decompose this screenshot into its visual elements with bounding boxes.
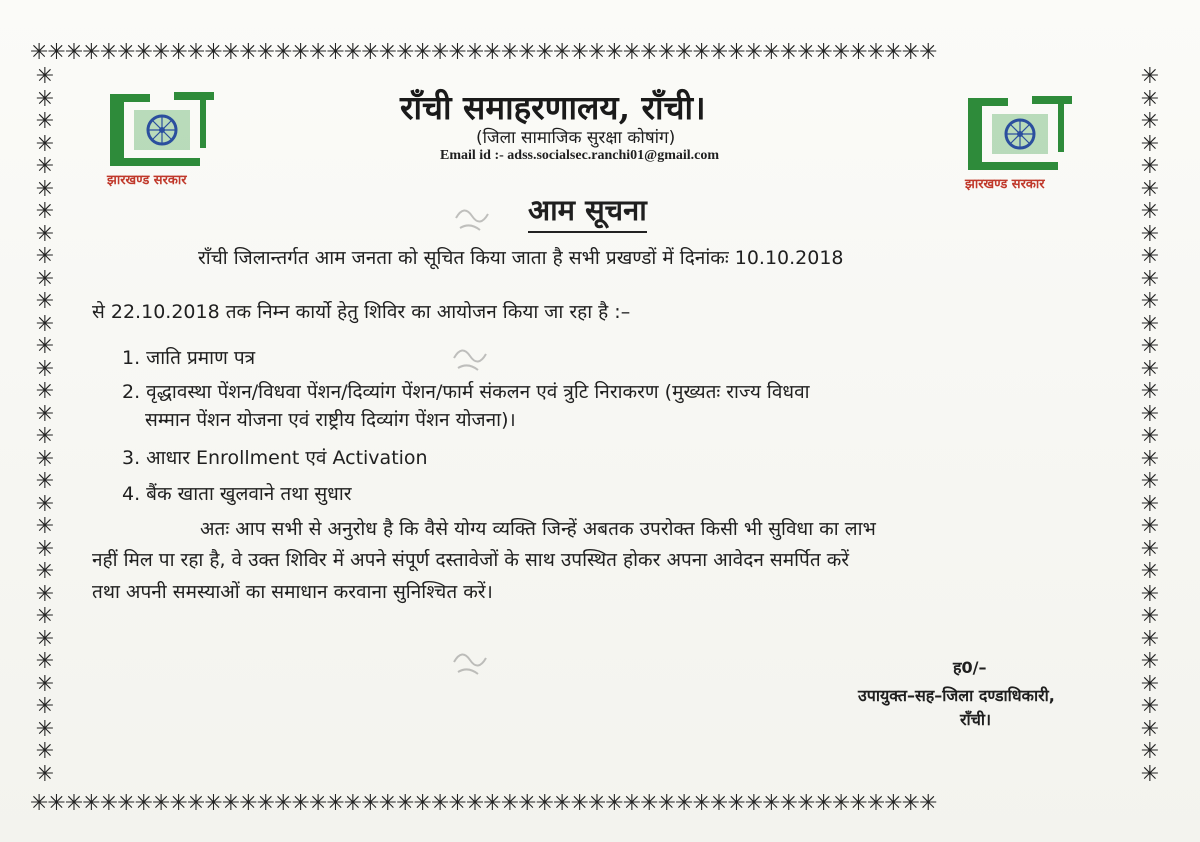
faint-stamp-mark-icon <box>450 198 494 238</box>
faint-stamp-mark-icon <box>448 642 492 682</box>
border-top-stars: ✳✳✳✳✳✳✳✳✳✳✳✳✳✳✳✳✳✳✳✳✳✳✳✳✳✳✳✳✳✳✳✳✳✳✳✳✳✳✳✳✳✳✳✳✳✳✳✳✳✳✳✳ <box>30 42 937 64</box>
office-title: राँची समाहरणालय, राँची। <box>400 88 706 127</box>
closing-line-3: तथा अपनी समस्याओं का समाधान करवाना सुनिश्चित करें। <box>92 581 493 603</box>
list-item-2: 2. वृद्धावस्था पेंशन/विधवा पेंशन/दिव्यांग पेंशन/फार्म संकलन एवं त्रुटि निराकरण (मुख्यतः राज्य विधवा <box>122 381 810 403</box>
closing-line-2: नहीं मिल पा रहा है, वे उक्त शिविर में अपने संपूर्ण दस्तावेजों के साथ उपस्थित होकर अपना आवेदन समर्पित करें <box>92 549 850 571</box>
closing-line-1: अतः आप सभी से अनुरोध है कि वैसे योग्य व्यक्ति जिन्हें अबतक उपरोक्त किसी भी सुविधा का लाभ <box>200 518 876 540</box>
list-item-3: 3. आधार Enrollment एवं Activation <box>122 447 428 469</box>
intro-line-1: राँची जिलान्तर्गत आम जनता को सूचित किया जाता है सभी प्रखण्डों में दिनांकः 10.10.2018 <box>198 247 844 269</box>
signature-mark: ह0/– <box>953 658 987 677</box>
list-item-4: 4. बैंक खाता खुलवाने तथा सुधार <box>122 483 352 505</box>
intro-line-2: से 22.10.2018 तक निम्न कार्यो हेतु शिविर का आयोजन किया जा रहा है :– <box>92 301 631 323</box>
office-subtitle: (जिला सामाजिक सुरक्षा कोषांग) <box>476 128 676 148</box>
signature-place: राँची। <box>960 710 992 729</box>
office-email: Email id :- adss.socialsec.ranchi01@gmail.com <box>440 148 720 163</box>
faint-stamp-mark-icon <box>448 338 492 378</box>
signature-designation: उपायुक्त–सह–जिला दण्डाधिकारी, <box>858 686 1055 705</box>
border-right-stars: ✳ ✳ ✳ ✳ ✳ ✳ ✳ ✳ ✳ ✳ ✳ ✳ ✳ ✳ ✳ ✳ ✳ ✳ ✳ ✳ ✳ ✳ ✳ ✳ ✳ ✳ ✳ ✳ ✳ ✳ ✳ ✳ <box>1140 66 1160 787</box>
logo-right-caption: झारखण्ड सरकार <box>965 177 1045 192</box>
notice-heading: आम सूचना <box>528 190 647 233</box>
border-bottom-stars: ✳✳✳✳✳✳✳✳✳✳✳✳✳✳✳✳✳✳✳✳✳✳✳✳✳✳✳✳✳✳✳✳✳✳✳✳✳✳✳✳✳✳✳✳✳✳✳✳✳✳✳✳ <box>30 793 937 815</box>
list-item-1: 1. जाति प्रमाण पत्र <box>122 347 256 369</box>
list-item-2-continued: सम्मान पेंशन योजना एवं राष्ट्रीय दिव्यांग पेंशन योजना)। <box>145 409 516 431</box>
logo-left-caption: झारखण्ड सरकार <box>107 173 187 188</box>
border-left-stars: ✳ ✳ ✳ ✳ ✳ ✳ ✳ ✳ ✳ ✳ ✳ ✳ ✳ ✳ ✳ ✳ ✳ ✳ ✳ ✳ ✳ ✳ ✳ ✳ ✳ ✳ ✳ ✳ ✳ ✳ ✳ ✳ <box>35 66 55 787</box>
